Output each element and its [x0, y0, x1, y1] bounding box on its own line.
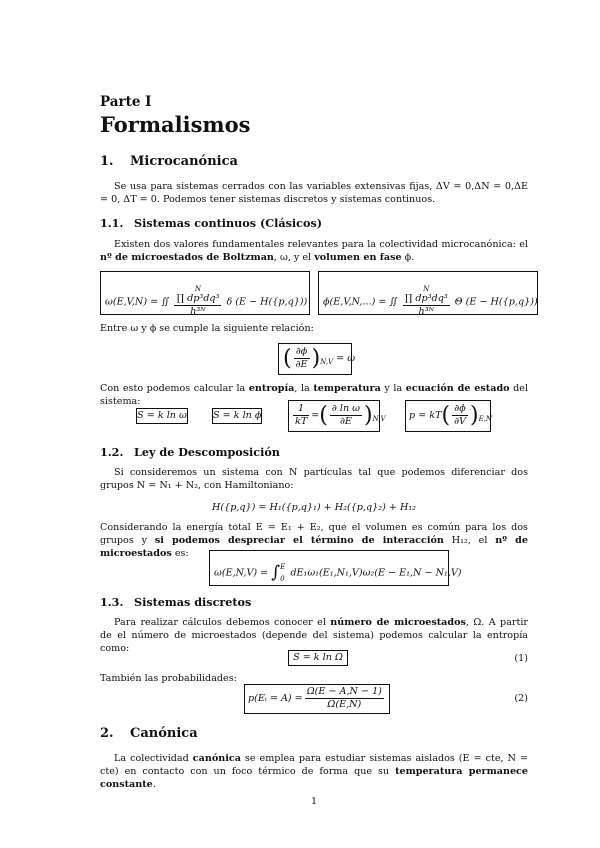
product-limit: N [194, 285, 201, 293]
section-heading-microcanonica [100, 155, 238, 168]
bold-term: temperatura permanece constante [100, 766, 529, 791]
eq-denominator: ∂E [295, 359, 308, 370]
equation-2-box [244, 684, 390, 714]
eq-body: dE₁ω₁(E₁,N₁,V)ω₂(E − E₁,N − N₁,V) [290, 567, 462, 579]
sec2-paragraph-1 [100, 752, 528, 792]
equation-state-box [405, 400, 491, 432]
section-title: Microcanónica [130, 154, 238, 169]
part-label: Parte I [100, 94, 152, 110]
bold-term: temperatura [313, 383, 381, 394]
bold-term: ecuación de estado [405, 383, 510, 394]
eq-denominator: ∂E [330, 415, 362, 428]
text: Con esto podemos calcular la [100, 383, 249, 394]
product-limit: N [423, 285, 430, 293]
text: Considerando la energía total E = E₁ + E₂, que el volumen es común para los dos grupos y [100, 522, 528, 547]
equation-temperature-box [288, 400, 386, 432]
equation-2-number: (2) [514, 693, 528, 704]
equation-relation-box [278, 343, 356, 375]
text: Para realizar cálculos debemos conocer el [114, 617, 331, 628]
equation-convolution-box [209, 550, 462, 586]
sub11-paragraph-2: Entre ω y ϕ se cumple la siguiente relación: [100, 323, 314, 334]
eq-rhs: Θ (E − H({p,q})) [454, 296, 538, 308]
text: del sistema: [100, 383, 529, 408]
subsection-title: Sistemas discretos [134, 595, 252, 609]
bold-term: nº de microestados de Boltzman [100, 252, 274, 264]
eq-numerator: 1 [298, 403, 305, 414]
equation-2 [248, 686, 386, 711]
section-number: 1. [100, 154, 114, 169]
subsection-number: 1.2. [100, 445, 124, 459]
equation-phi-box [318, 271, 538, 315]
text: es: [171, 548, 189, 560]
eq-subscript: N,V [372, 415, 386, 423]
text: . [152, 779, 156, 791]
bold-term: volumen en fase [314, 252, 402, 264]
eq-lhs: p(Eᵢ = A) = [248, 693, 303, 704]
equation-state: p = kT( $\frac{\partial\phi}{\partial V}$ )$_{E,N}$ [409, 402, 493, 428]
eq-subscript: N,V [320, 358, 334, 366]
bold-term: si podemos despreciar el término de interacción [154, 535, 444, 547]
eq-subscript: E,N [478, 415, 493, 423]
bold-term: canónica [192, 753, 241, 764]
equation-hamiltonian: H({p,q}) = H₁({p,q}₁) + H₂({p,q}₂) + H₁₂ [211, 502, 417, 513]
eq-denominator: kT [295, 416, 308, 427]
subsection-number: 1.1. [100, 216, 124, 230]
text: ϕ. [401, 252, 415, 264]
equation-phi [323, 286, 538, 318]
subsection-heading-discretos [100, 596, 251, 609]
eq-numerator: ∏ dp³dq³ [176, 293, 220, 304]
bold-term: número de microestados [330, 617, 466, 628]
eq-denominator: h³ᴺ [174, 305, 221, 318]
text: H₁₂, el [443, 535, 496, 547]
part-title: Formalismos [100, 112, 251, 137]
subsection-heading-descomposicion [100, 446, 280, 459]
eq-rhs: = ω [336, 353, 356, 364]
section-number: 2. [100, 726, 114, 741]
bold-term: entropía [248, 383, 295, 394]
sub13-paragraph-2: También las probabilidades: [100, 673, 237, 684]
eq-lhs: p = kT [409, 410, 442, 421]
equation-relation: ( $\frac{\partial\phi}{\partial E}$ )$_{N,V} = \omega$ [283, 345, 356, 371]
page-number: 1 [310, 796, 318, 807]
equation-convolution [214, 561, 462, 585]
eq-numerator: Ω(E − A,N − 1) [306, 686, 382, 697]
text: Existen dos valores fundamentales relevantes para la colectividad microcanónica: el [114, 239, 528, 250]
integral-upper: E [280, 563, 286, 571]
eq-denominator: ∂V [454, 416, 466, 427]
equation-omega-box [100, 271, 310, 315]
equation-1-number: (1) [514, 653, 528, 664]
text: La colectividad [114, 753, 193, 764]
section-title: Canónica [130, 726, 198, 741]
equation-1: S = k ln Ω [288, 650, 348, 666]
eq-denominator: h³ᴺ [403, 305, 450, 318]
eq-numerator: ∂ϕ [454, 403, 466, 414]
equation-entropy-phi: S = k ln ϕ [212, 408, 262, 424]
eq-numerator: ∂ ln ω [331, 403, 360, 414]
eq-denominator: Ω(E,N) [305, 698, 384, 711]
text: , Ω. A partir de el número de microestados (depende del sistema) podemos calcular la entropía como: [100, 617, 529, 655]
integral-sign: ∫ [271, 562, 281, 583]
subsection-title: Sistemas continuos (Clásicos) [134, 216, 323, 230]
text: , ω, y el [273, 252, 315, 264]
text: y la [380, 383, 406, 394]
section-heading-canonica [100, 727, 198, 740]
text: , la [294, 383, 314, 394]
subsection-title: Ley de Descomposición [134, 445, 280, 459]
eq-rhs: δ (E − H({p,q})) [226, 296, 308, 308]
bold-term: nº de microestados [100, 535, 528, 560]
text: se emplea para estudiar sistemas aislados (E = cte, N = cte) en contacto con un foco térmico de forma que su [100, 753, 529, 778]
sec1-intro: Se usa para sistemas cerrados con las variables extensivas fijas, ΔV = 0,ΔN = 0,ΔE = 0, ΔT = 0. Podemos tener sistemas discretos y sistemas continuos. [100, 181, 528, 206]
equation-temperature: $\frac{1}{kT}$ =( $\frac{\text{∂ ln ω}}{\partial E}$ )$_{N,V}$ [295, 402, 386, 428]
eq-lhs: ω(E,V,N) = ∬ [105, 296, 170, 308]
subsection-heading-continuos [100, 217, 322, 230]
sub11-paragraph-1 [100, 238, 528, 264]
integral-lower: 0 [280, 575, 285, 583]
eq-numerator: ∂ϕ [295, 346, 308, 357]
subsection-number: 1.3. [100, 595, 124, 609]
eq-lhs: ϕ(E,V,N,...) = ∬ [323, 296, 398, 308]
equation-omega [105, 286, 307, 318]
eq-numerator: ∏ dp³dq³ [404, 293, 448, 304]
eq-lhs: ω(E,N,V) = [214, 567, 269, 579]
sub12-paragraph-1: Si consideremos un sistema con N partículas tal que podemos diferenciar dos grupos N = N₁ + N₂, con Hamiltoniano: [100, 467, 528, 492]
equation-entropy-omega: S = k ln ω [136, 408, 188, 424]
